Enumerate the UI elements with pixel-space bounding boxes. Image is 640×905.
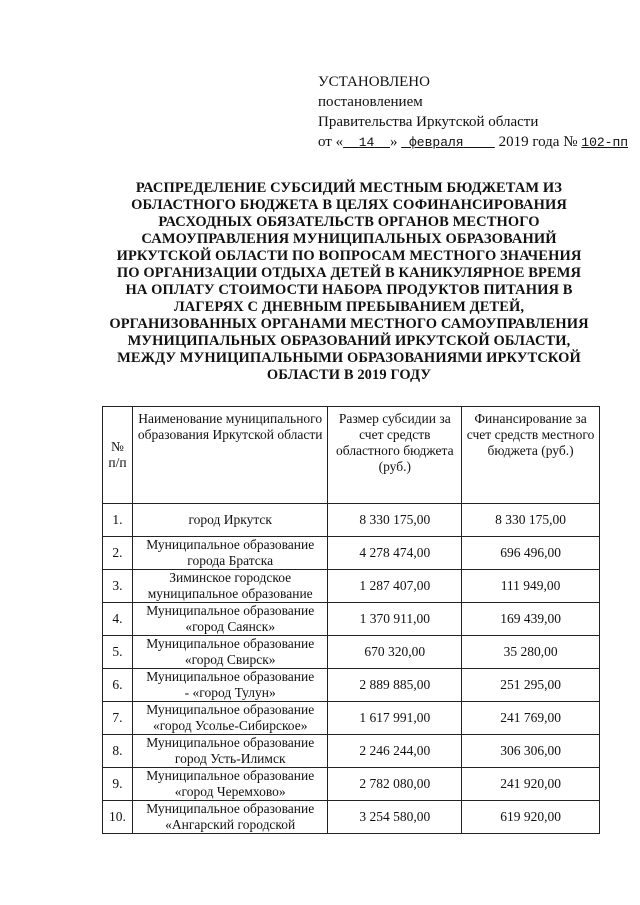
row-municipality: Муниципальное образование - «город Тулун»: [132, 669, 328, 702]
row-local-funding: 306 306,00: [462, 735, 600, 768]
title-line: ОБЛАСТИ В 2019 ГОДУ: [266, 367, 432, 383]
table-row: [103, 735, 600, 768]
approval-heading: УСТАНОВЛЕНО: [318, 74, 430, 90]
date-prefix: от «: [318, 134, 344, 150]
row-number: 10.: [103, 801, 133, 834]
approval-date-line: [318, 132, 636, 153]
row-regional-subsidy: 3 254 580,00: [328, 801, 462, 834]
row-local-funding: 169 439,00: [462, 603, 600, 636]
table-row: [103, 669, 600, 702]
date-mid: »: [389, 134, 398, 150]
title-line: РАСПРЕДЕЛЕНИЕ СУБСИДИЙ МЕСТНЫМ БЮДЖЕТАМ ИЗ: [135, 180, 563, 196]
title-line: МУНИЦИПАЛЬНЫХ ОБРАЗОВАНИЙ ИРКУТСКОЙ ОБЛАСТИ,: [127, 333, 571, 349]
approval-block: [318, 72, 636, 153]
row-local-funding: 35 280,00: [462, 636, 600, 669]
title-line: ОРГАНИЗОВАННЫХ ОРГАНАМИ МЕСТНОГО САМОУПРАВЛЕНИЯ: [109, 316, 589, 332]
row-municipality: Муниципальное образование «город Усолье-Сибирское»: [132, 702, 328, 735]
row-municipality: Муниципальное образование «Ангарский городской: [132, 801, 328, 834]
title-line: ОБЛАСТНОГО БЮДЖЕТА В ЦЕЛЯХ СОФИНАНСИРОВАНИЯ: [131, 197, 567, 213]
row-number: 5.: [103, 636, 133, 669]
row-local-funding: 251 295,00: [462, 669, 600, 702]
title-line: ЛАГЕРЯХ С ДНЕВНЫМ ПРЕБЫВАНИЕМ ДЕТЕЙ,: [173, 299, 525, 315]
row-local-funding: 111 949,00: [462, 570, 600, 603]
row-municipality: город Иркутск: [132, 504, 328, 537]
row-municipality: Зиминское городское муниципальное образование: [132, 570, 328, 603]
date-year: 2019 года №: [498, 134, 578, 150]
row-number: 1.: [103, 504, 133, 537]
approval-line-decree: постановлением: [318, 94, 423, 110]
approval-line-government: Правительства Иркутской области: [318, 114, 539, 130]
table-row: [103, 636, 600, 669]
row-number: 2.: [103, 537, 133, 570]
header-municipality: Наименование муниципального образования Иркутской области: [132, 407, 328, 504]
row-municipality: Муниципальное образование «город Черемхово»: [132, 768, 328, 801]
table-row: [103, 603, 600, 636]
table-body: [103, 504, 600, 834]
header-number: № п/п: [103, 407, 133, 504]
row-municipality: Муниципальное образование «город Свирск»: [132, 636, 328, 669]
row-municipality: Муниципальное образование города Братска: [132, 537, 328, 570]
date-day: 14: [358, 135, 375, 150]
document-title: [96, 180, 602, 384]
row-number: 8.: [103, 735, 133, 768]
row-regional-subsidy: 2 782 080,00: [328, 768, 462, 801]
title-line: ПО ОРГАНИЗАЦИИ ОТДЫХА ДЕТЕЙ В КАНИКУЛЯРНОЕ ВРЕМЯ: [116, 265, 582, 281]
title-line: МЕЖДУ МУНИЦИПАЛЬНЫМИ ОБРАЗОВАНИЯМИ ИРКУТСКОЙ: [117, 350, 581, 366]
table-row: [103, 801, 600, 834]
header-local-funding: Финансирование за счет средств местного бюджета (руб.): [462, 407, 600, 504]
row-local-funding: 241 769,00: [462, 702, 600, 735]
table-row: [103, 702, 600, 735]
row-regional-subsidy: 1 617 991,00: [328, 702, 462, 735]
title-line: НА ОПЛАТУ СТОИМОСТИ НАБОРА ПРОДУКТОВ ПИТАНИЯ В: [125, 282, 573, 298]
table-row: [103, 768, 600, 801]
subsidy-table: [102, 406, 600, 834]
title-line: РАСХОДНЫХ ОБЯЗАТЕЛЬСТВ ОРГАНОВ МЕСТНОГО: [158, 214, 540, 230]
row-number: 9.: [103, 768, 133, 801]
row-local-funding: 8 330 175,00: [462, 504, 600, 537]
row-regional-subsidy: 1 370 911,00: [328, 603, 462, 636]
table-header-row: [103, 407, 600, 504]
row-local-funding: 241 920,00: [462, 768, 600, 801]
row-number: 3.: [103, 570, 133, 603]
row-regional-subsidy: 2 246 244,00: [328, 735, 462, 768]
date-month: февраля: [409, 135, 464, 150]
row-municipality: Муниципальное образование «город Саянск»: [132, 603, 328, 636]
table-row: [103, 570, 600, 603]
title-line: САМОУПРАВЛЕНИЯ МУНИЦИПАЛЬНЫХ ОБРАЗОВАНИЙ: [141, 231, 557, 247]
row-number: 6.: [103, 669, 133, 702]
header-regional-subsidy: Размер субсидии за счет средств областного бюджета (руб.): [328, 407, 462, 504]
row-regional-subsidy: 4 278 474,00: [328, 537, 462, 570]
row-number: 4.: [103, 603, 133, 636]
row-local-funding: 619 920,00: [462, 801, 600, 834]
decree-number: 102-пп: [581, 135, 629, 150]
row-regional-subsidy: 2 889 885,00: [328, 669, 462, 702]
row-regional-subsidy: 1 287 407,00: [328, 570, 462, 603]
row-municipality: Муниципальное образование город Усть-Илимск: [132, 735, 328, 768]
table-row: [103, 537, 600, 570]
row-regional-subsidy: 8 330 175,00: [328, 504, 462, 537]
row-number: 7.: [103, 702, 133, 735]
row-regional-subsidy: 670 320,00: [328, 636, 462, 669]
table-row: [103, 504, 600, 537]
title-line: ИРКУТСКОЙ ОБЛАСТИ ПО ВОПРОСАМ МЕСТНОГО ЗНАЧЕНИЯ: [116, 248, 582, 264]
row-local-funding: 696 496,00: [462, 537, 600, 570]
